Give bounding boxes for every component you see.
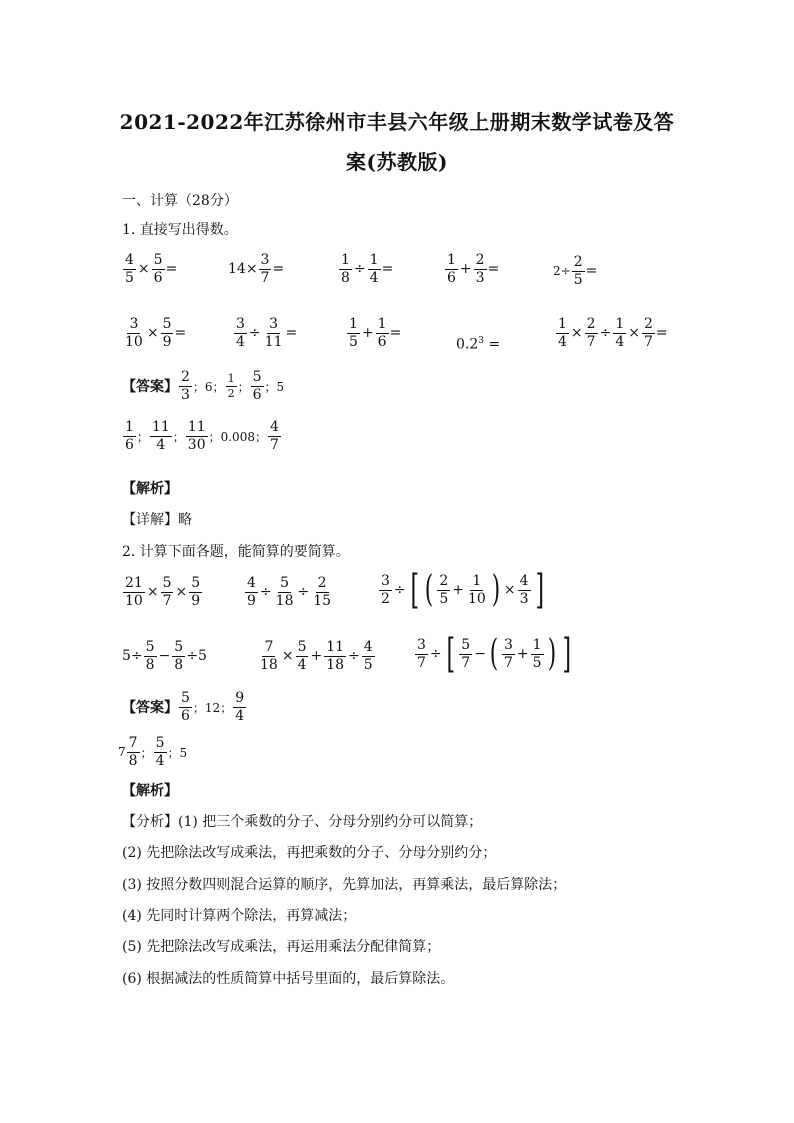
q2-note-5: (5) 先把除法改写成乘法，再运用乘法分配律简算；: [122, 939, 441, 955]
q2-answer-line-1: 【答案】 $\frac{5}{6}$ ；12； $\frac{9}{4}$: [122, 690, 245, 724]
q1-expr-2: 14× $\frac{3}{7}$ =: [228, 252, 285, 286]
document-title-line1: 2021-2022年江苏徐州市丰县六年级上册期末数学试卷及答: [119, 110, 675, 134]
q1-expr-10: $\frac{1}{4}$ × $\frac{2}{7}$ ÷ $\frac{1}{4}$ × $\frac{2}{7}$ =: [558, 316, 668, 350]
q2-expr-5: $\frac{7}{18}$ × $\frac{5}{4}$ + $\frac{11}{18}$ ÷ $\frac{4}{5}$: [260, 639, 373, 673]
q2-note-1: 【分析】(1) 把三个乘数的分子、分母分别约分可以简算；: [122, 814, 483, 830]
q2-expr-4: 5÷ $\frac{5}{8}$ − $\frac{5}{8}$ ÷5: [122, 639, 207, 673]
q1-expr-9: $0.2^3$ =: [456, 336, 501, 353]
q1-expr-8: $\frac{1}{5}$ + $\frac{1}{6}$ =: [349, 316, 402, 350]
q2-expr-6: $\frac{3}{7}$ ÷ [ $\frac{5}{7}$ − ( $\frac{3}{7}$ + $\frac{1}{5}$ ) ]: [417, 631, 571, 677]
q1-expr-1: $\frac{4}{5}$ × $\frac{5}{6}$ =: [125, 252, 178, 286]
question-2-label: 2. 计算下面各题，能简算的要简算。: [122, 544, 350, 560]
q2-expr-3: $\frac{3}{2}$ ÷ [ ( $\frac{2}{5}$ + $\frac{1}{10}$ ) × $\frac{4}{3}$ ]: [381, 567, 544, 613]
q2-note-3: (3) 按照分数四则混合运算的顺序，先算加法，再算乘法，最后算除法；: [122, 877, 567, 893]
q1-answer-line-2: $\frac{1}{6}$ ； $\frac{11}{4}$ ； $\frac{11}{30}$ ；0.008； $\frac{4}{7}$: [125, 419, 279, 453]
q1-answer-line-1: 【答案】 $\frac{2}{3}$ ；6； $\frac{1}{2}$ ； $\frac{5}{6}$ ；5: [122, 369, 285, 403]
q1-detail: 【详解】略: [122, 512, 192, 528]
q1-expr-5: 2÷ $\frac{2}{5}$ =: [553, 254, 598, 288]
q1-analysis-label: 【解析】: [122, 481, 178, 497]
q2-note-6: (6) 根据减法的性质简算中括号里面的，最后算除法。: [122, 971, 455, 987]
q1-expr-4: $\frac{1}{6}$ + $\frac{2}{3}$ =: [447, 252, 500, 286]
q1-expr-6: $\frac{3}{10}$ × $\frac{5}{9}$ =: [125, 316, 187, 350]
question-1-label: 1. 直接写出得数。: [122, 222, 238, 238]
q2-expr-2: $\frac{4}{9}$ ÷ $\frac{5}{18}$ ÷ $\frac{2}{15}$: [247, 575, 332, 609]
q1-expr-7: $\frac{3}{4}$ ÷ $\frac{3}{11}$ =: [236, 316, 298, 350]
q1-expr-3: $\frac{1}{8}$ ÷ $\frac{1}{4}$ =: [341, 252, 394, 286]
q2-note-4: (4) 先同时计算两个除法，再算减法；: [122, 908, 357, 924]
q2-note-2: (2) 先把除法改写成乘法，再把乘数的分子、分母分别约分；: [122, 845, 497, 861]
document-title-line2: 案(苏教版): [346, 150, 448, 174]
q2-answer-line-2: 7 $\frac{7}{8}$ ； $\frac{5}{4}$ ；5: [118, 735, 188, 769]
section-heading: 一、计算（28分）: [122, 193, 238, 209]
q2-analysis-label: 【解析】: [122, 783, 178, 799]
q2-expr-1: $\frac{21}{10}$ × $\frac{5}{7}$ × $\frac{5}{9}$: [125, 575, 201, 609]
